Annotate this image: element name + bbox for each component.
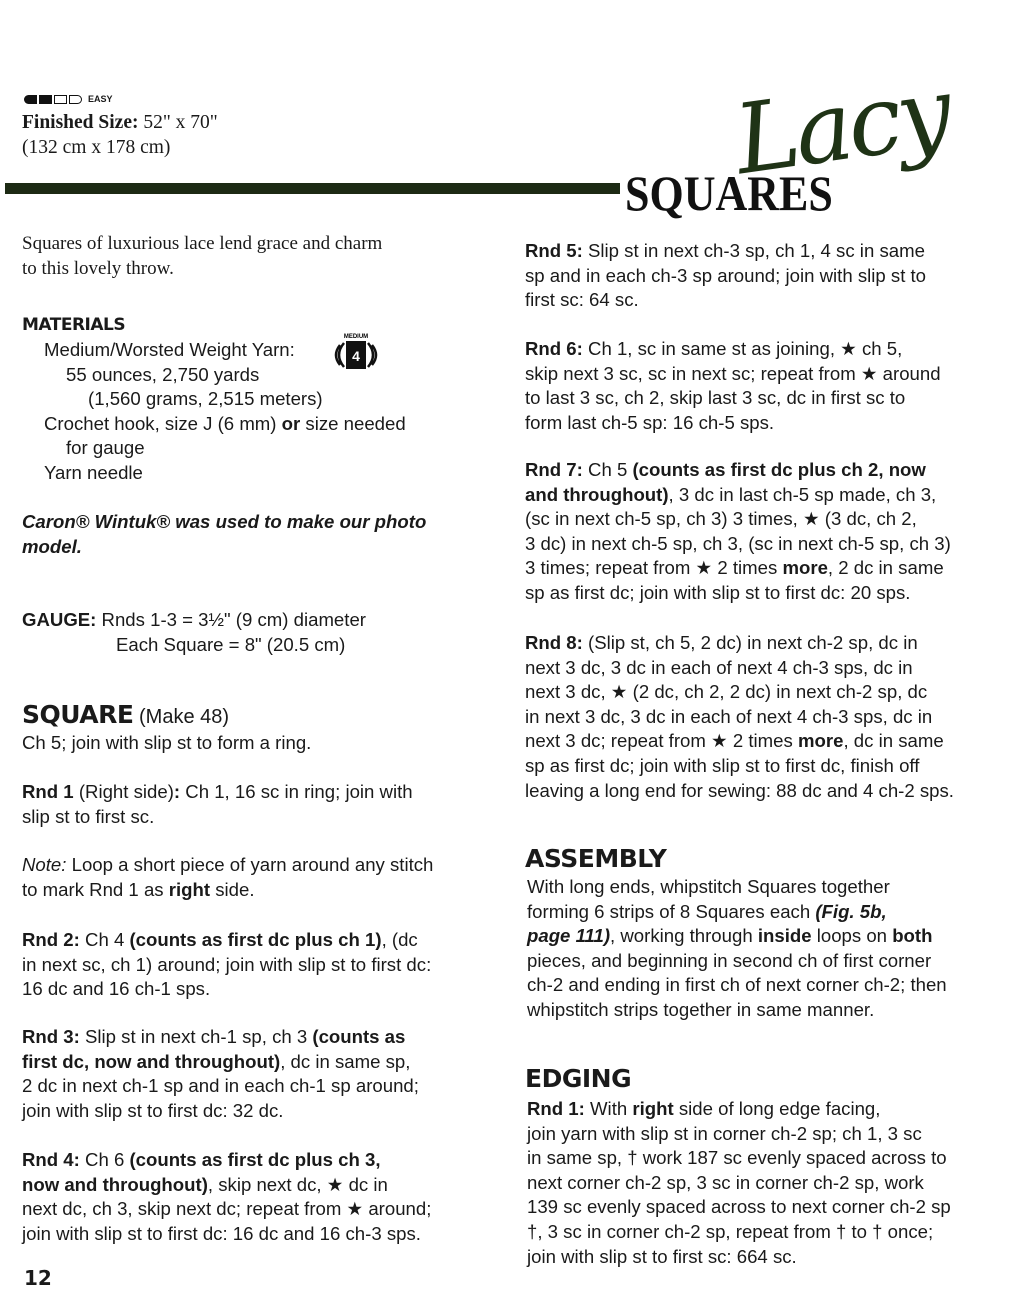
- text-line: [527, 1171, 951, 1196]
- text-line: [525, 581, 951, 606]
- text-run: (1,560 grams, 2,515 meters): [88, 388, 323, 410]
- rnd-6: [525, 337, 941, 435]
- text-line: [22, 1148, 431, 1173]
- text-run: Ch 5: [582, 459, 633, 480]
- text-line: [525, 288, 926, 313]
- emphasis-text: Caron® Wintuk® was used to make our photo: [22, 511, 427, 532]
- text-run: 3 times; repeat from ★ 2 times: [525, 557, 783, 579]
- text-line: [527, 1122, 951, 1147]
- text-line: [527, 1097, 951, 1122]
- skill-level-indicator: [24, 94, 113, 104]
- text-run: to last 3 sc, ch 2, skip last 3 sc, dc in first sc to: [525, 387, 906, 409]
- text-line: [527, 924, 947, 949]
- text-line: [22, 1025, 419, 1050]
- emphasis-text: more: [797, 730, 844, 752]
- text-line: [44, 387, 406, 412]
- text-run: in next 3 dc, 3 dc in each of next 4 ch-3 sps, dc in: [525, 705, 933, 727]
- text-run: in same sp, † work 187 sc evenly spaced across to: [527, 1147, 947, 1169]
- skill-box-filled: [39, 95, 52, 104]
- text-line: [22, 731, 311, 756]
- text-line: [527, 875, 947, 900]
- text-run: next 3 dc, ★ (2 dc, ch 2, 2 dc) in next ch-2 sp, dc: [525, 681, 928, 703]
- emphasis-text: Rnd 1:: [527, 1098, 585, 1119]
- text-line: [44, 436, 406, 461]
- skill-level-label: EASY: [88, 94, 113, 104]
- text-line: [525, 705, 954, 730]
- text-line: [22, 232, 382, 257]
- text-line: [22, 257, 382, 282]
- caron-note: [22, 510, 426, 559]
- assembly-heading: ASSEMBLY: [525, 844, 667, 873]
- emphasis-text: (counts as: [312, 1026, 406, 1047]
- emphasis-text: right: [168, 878, 211, 900]
- text-run: loops on: [811, 925, 893, 947]
- emphasis-text: (counts as first dc plus ch 1): [129, 929, 382, 950]
- emphasis-text: page 111): [527, 925, 611, 947]
- text-run: Medium/Worsted Weight Yarn:: [44, 339, 295, 360]
- finished-size-value: 52" x 70": [138, 112, 218, 133]
- text-line: [22, 535, 426, 560]
- text-line: [22, 1050, 419, 1075]
- text-line: [22, 1222, 431, 1247]
- text-run: Slip st in next ch-3 sp, ch 1, 4 sc in same: [582, 240, 925, 261]
- text-run: for gauge: [66, 437, 145, 459]
- rnd-7: [525, 458, 951, 606]
- text-run: 55 ounces, 2,750 yards: [66, 363, 260, 385]
- emphasis-text: first dc, now and throughout): [22, 1050, 281, 1072]
- text-run: join with slip st to first dc: 16 dc and 16 ch-3 sps.: [22, 1222, 421, 1244]
- emphasis-text: more: [782, 557, 828, 579]
- text-run: Ch 5; join with slip st to form a ring.: [22, 732, 312, 753]
- text-line: [525, 483, 951, 508]
- text-run: next corner ch-2 sp, 3 sc in corner ch-2 sp, work: [527, 1171, 924, 1193]
- text-line: [22, 1099, 419, 1124]
- text-line: [525, 386, 941, 411]
- text-run: join with slip st to first dc: 32 dc.: [22, 1099, 284, 1121]
- text-line: [22, 853, 433, 878]
- title-rule: [5, 183, 620, 194]
- text-run: Ch 4: [79, 929, 130, 950]
- text-run: to mark Rnd 1 as: [22, 878, 169, 900]
- emphasis-text: Rnd 3:: [22, 1026, 80, 1047]
- text-run: size needed: [300, 412, 406, 434]
- text-run: slip st to first sc.: [22, 805, 155, 827]
- text-line: [525, 239, 926, 264]
- text-run: (sc in next ch-5 sp, ch 3) 3 times, ★ (3 dc, ch 2,: [525, 508, 917, 530]
- text-run: Ch 1, sc in same st as joining, ★ ch 5,: [582, 338, 903, 359]
- text-run: , skip next dc, ★ dc in: [207, 1173, 388, 1195]
- text-line: [525, 754, 954, 779]
- title-script: Lacy: [728, 55, 955, 197]
- text-run: ch-2 and ending in first ch of next corner ch-2; then: [527, 974, 947, 996]
- text-line: [525, 729, 954, 754]
- text-line: [22, 780, 413, 805]
- text-run: , 2 dc in same: [827, 557, 944, 579]
- square-heading: [22, 700, 229, 729]
- text-line: [44, 461, 406, 486]
- text-run: , working through: [610, 925, 758, 947]
- emphasis-text: Note:: [22, 854, 67, 875]
- emphasis-text: both: [892, 925, 933, 947]
- text-run: sp as first dc; join with slip st to first dc, finish off: [525, 754, 920, 776]
- text-run: in next sc, ch 1) around; join with slip st to first dc:: [22, 953, 432, 975]
- finished-size: [22, 112, 218, 134]
- text-run: Crochet hook, size J (6 mm): [44, 412, 282, 434]
- text-run: Rnds 1-3 = 3½" (9 cm) diameter: [96, 609, 366, 630]
- text-run: side of long edge facing,: [673, 1098, 881, 1119]
- text-line: [525, 656, 954, 681]
- skill-box-filled: [24, 95, 37, 104]
- text-run: Yarn needle: [44, 461, 143, 483]
- text-line: [22, 510, 426, 535]
- intro-text: [22, 232, 382, 281]
- emphasis-text: Rnd 4:: [22, 1149, 80, 1170]
- text-line: [527, 998, 947, 1023]
- text-run: Squares of luxurious lace lend grace and charm: [22, 233, 383, 254]
- rnd-5: [525, 239, 926, 313]
- emphasis-text: Rnd 8:: [525, 632, 583, 653]
- text-line: [525, 532, 951, 557]
- text-line: [44, 412, 406, 437]
- text-run: whipstitch strips together in same manner.: [527, 998, 875, 1020]
- emphasis-text: right: [632, 1098, 674, 1119]
- medium-yarn-weight-icon: [332, 332, 380, 372]
- emphasis-text: and throughout): [525, 483, 669, 505]
- note: [22, 853, 433, 902]
- emphasis-text: (counts as first dc plus ch 3,: [129, 1149, 381, 1170]
- text-run: sp as first dc; join with slip st to first dc: 20 sps.: [525, 581, 911, 603]
- emphasis-text: Rnd 6:: [525, 338, 583, 359]
- text-line: [525, 507, 951, 532]
- text-line: [525, 264, 926, 289]
- emphasis-text: Rnd 7:: [525, 459, 583, 480]
- text-line: [527, 1146, 951, 1171]
- skill-box-empty: [54, 95, 67, 104]
- text-run: , dc in same sp,: [280, 1050, 411, 1072]
- text-run: †, 3 sc in corner ch-2 sp, repeat from † to † once;: [527, 1220, 934, 1242]
- emphasis-text: now and throughout): [22, 1173, 208, 1195]
- text-run: to this lovely throw.: [22, 257, 174, 279]
- rnd-8: [525, 631, 954, 803]
- text-run: skip next 3 sc, sc in next sc; repeat from ★ around: [525, 362, 941, 384]
- text-line: [525, 337, 941, 362]
- yarn-badge-number: 4: [352, 348, 360, 364]
- text-run: With long ends, whipstitch Squares together: [527, 876, 890, 897]
- text-run: Ch 6: [79, 1149, 130, 1170]
- finished-size-metric: (132 cm x 178 cm): [22, 137, 171, 158]
- emphasis-text: GAUGE:: [22, 609, 97, 630]
- text-run: next 3 dc, 3 dc in each of next 4 ch-3 sps, dc in: [525, 656, 913, 678]
- rnd-2: [22, 928, 431, 1002]
- text-run: join yarn with slip st in corner ch-2 sp; ch 1, 3 sc: [527, 1122, 922, 1144]
- text-run: , dc in same: [843, 730, 944, 752]
- text-run: join with slip st to first sc: 664 sc.: [527, 1245, 797, 1267]
- text-line: [22, 1074, 419, 1099]
- text-line: [525, 779, 954, 804]
- text-run: leaving a long end for sewing: 88 dc and 4 ch-2 sps.: [525, 779, 954, 801]
- gauge: [22, 608, 366, 657]
- text-line: [525, 458, 951, 483]
- text-run: Ch 1, 16 sc in ring; join with: [180, 781, 413, 802]
- text-run: side.: [210, 878, 255, 900]
- rnd-3: [22, 1025, 419, 1123]
- text-line: [22, 633, 366, 658]
- square-heading-note: (Make 48): [133, 706, 230, 728]
- emphasis-text: Rnd 5:: [525, 240, 583, 261]
- text-line: [22, 878, 433, 903]
- text-line: [22, 953, 431, 978]
- text-run: pieces, and beginning in second ch of first corner: [527, 949, 932, 971]
- emphasis-text: Rnd 2:: [22, 929, 80, 950]
- text-run: (Right side): [73, 781, 174, 802]
- yarn-badge-label: MEDIUM: [343, 334, 369, 340]
- text-run: forming 6 strips of 8 Squares each: [527, 900, 816, 922]
- text-run: next 3 dc; repeat from ★ 2 times: [525, 730, 798, 752]
- text-run: form last ch-5 sp: 16 ch-5 sps.: [525, 411, 775, 433]
- text-line: [22, 805, 413, 830]
- rnd-4: [22, 1148, 431, 1246]
- text-line: [22, 977, 431, 1002]
- text-line: [527, 973, 947, 998]
- emphasis-text: or: [281, 412, 301, 434]
- text-run: 2 dc in next ch-1 sp and in each ch-1 sp around;: [22, 1075, 419, 1097]
- text-run: Loop a short piece of yarn around any stitch: [66, 854, 434, 875]
- text-run: sp and in each ch-3 sp around; join with slip st to: [525, 264, 927, 286]
- finished-size-label: Finished Size:: [22, 112, 139, 133]
- text-line: [525, 680, 954, 705]
- square-heading-text: SQUARE: [22, 700, 134, 729]
- text-run: 16 dc and 16 ch-1 sps.: [22, 978, 211, 1000]
- text-line: [525, 411, 941, 436]
- text-run: first sc: 64 sc.: [525, 289, 639, 311]
- materials-heading: MATERIALS: [22, 315, 126, 335]
- text-run: 139 sc evenly spaced across to next corner ch-2 sp: [527, 1196, 951, 1218]
- text-line: [525, 631, 954, 656]
- edging-heading: EDGING: [525, 1064, 632, 1093]
- text-run: Each Square = 8" (20.5 cm): [116, 633, 346, 655]
- text-line: [525, 362, 941, 387]
- text-run: Slip st in next ch-1 sp, ch 3: [79, 1026, 313, 1047]
- text-run: With: [584, 1098, 633, 1119]
- rnd-1: [22, 780, 413, 829]
- text-run: 3 dc) in next ch-5 sp, ch 3, (sc in next ch-5 sp, ch 3): [525, 532, 951, 554]
- emphasis-text: (Fig. 5b,: [815, 900, 887, 922]
- text-run: next dc, ch 3, skip next dc; repeat from ★ around;: [22, 1198, 432, 1220]
- emphasis-text: :: [173, 781, 181, 802]
- assembly-text: [527, 875, 947, 1023]
- skill-box-empty: [69, 95, 82, 104]
- emphasis-text: inside: [757, 925, 812, 947]
- emphasis-text: (counts as first dc plus ch 2, now: [632, 459, 926, 480]
- text-run: (Slip st, ch 5, 2 dc) in next ch-2 sp, dc in: [582, 632, 918, 653]
- text-line: [527, 1220, 951, 1245]
- text-line: [527, 1195, 951, 1220]
- text-line: [527, 1245, 951, 1270]
- text-line: [22, 608, 366, 633]
- emphasis-text: Rnd 1: [22, 781, 74, 802]
- text-line: [527, 949, 947, 974]
- text-line: [22, 928, 431, 953]
- page-number: 12: [24, 1266, 52, 1290]
- text-line: [527, 900, 947, 925]
- text-line: [22, 1197, 431, 1222]
- text-run: , 3 dc in last ch-5 sp made, ch 3,: [668, 483, 937, 505]
- text-line: [22, 1173, 431, 1198]
- square-start: [22, 731, 311, 756]
- page-title: SQUARES: [625, 165, 833, 221]
- text-run: , (dc: [381, 929, 418, 950]
- emphasis-text: model.: [22, 535, 82, 557]
- edging-rnd-1: [527, 1097, 951, 1269]
- text-line: [525, 556, 951, 581]
